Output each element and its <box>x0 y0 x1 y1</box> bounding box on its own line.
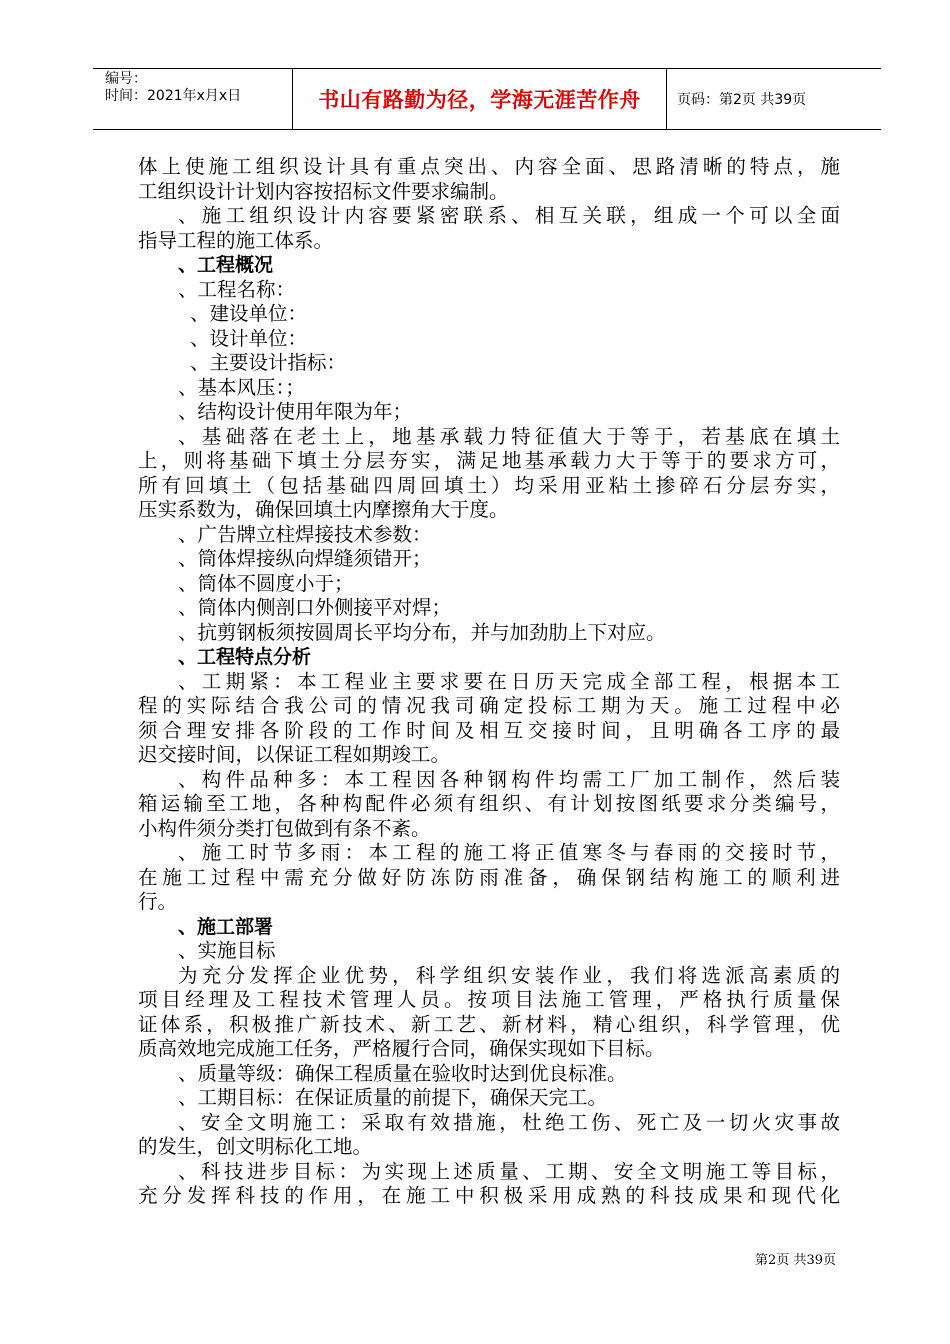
text-line: 行。 <box>138 890 178 913</box>
text-line: 、工期目标：在保证质量的前提下，确保天完工。 <box>178 1086 608 1109</box>
text-line: 、筒体内侧剖口外侧接平对焊； <box>178 596 452 619</box>
text-line: 、工程名称： <box>178 277 296 301</box>
text-line: 箱运输至工地，各种构配件必须有组织、有计划按图纸要求分类编号， <box>138 792 840 815</box>
text-line: 、质量等级：确保工程质量在验收时达到优良标准。 <box>178 1061 627 1085</box>
text-line: 、建设单位： <box>190 302 308 325</box>
page-header <box>93 68 881 130</box>
text-line: 质高效地完成施工任务，严格履行合同，确保实现如下目标。 <box>138 1037 665 1060</box>
text-line: 、设计单位： <box>190 326 308 350</box>
text-line: 、抗剪钢板须按圆周长平均分布，并与加劲肋上下对应。 <box>178 620 666 644</box>
text-line: 、筒体焊接纵向焊缝须错开； <box>178 547 432 570</box>
text-line: 、科技进步目标：为实现上述质量、工期、安全文明施工等目标， <box>178 1159 840 1183</box>
text-line: 为充分发挥企业优势，科学组织安装作业，我们将选派高素质的 <box>178 963 840 987</box>
section-heading: 、工程概况 <box>178 254 274 276</box>
text-line: 、基础落在老土上，地基承载力特征值大于等于，若基底在填土 <box>178 424 840 448</box>
text-line: 、构件品种多：本工程因各种钢构件均需工厂加工制作，然后装 <box>178 767 840 791</box>
time-label: 时间：2021年x月x日 <box>105 88 242 104</box>
header-motto: 书山有路勤为径，学海无涯苦作舟 <box>293 69 667 129</box>
text-line: 指导工程的施工体系。 <box>138 228 334 252</box>
text-line: 迟交接时间，以保证工程如期竣工。 <box>138 743 451 766</box>
code-label: 编号： <box>105 71 147 87</box>
text-line: 压实系数为，确保回填土内摩擦角大于度。 <box>138 498 509 521</box>
text-line: 、主要设计指标： <box>190 351 347 374</box>
section-heading: 、工程特点分析 <box>178 646 312 668</box>
text-line: 程的实际结合我公司的情况我司确定投标工期为天。施工过程中必 <box>138 694 840 717</box>
text-line: 、工期紧：本工程业主要求要在日历天完成全部工程，根据本工 <box>178 669 840 693</box>
text-line: 上，则将基础下填土分层夯实，满足地基承载力大于等于的要求方可， <box>138 449 840 472</box>
text-line: 在施工过程中需充分做好防冻防雨准备，确保钢结构施工的顺利进 <box>138 865 840 889</box>
text-line: 体上使施工组织设计具有重点突出、内容全面、思路清晰的特点，施 <box>138 155 840 178</box>
section-heading: 、施工部署 <box>178 915 274 938</box>
text-line: 须合理安排各阶段的工作时间及相互交接时间，且明确各工序的最 <box>138 718 840 742</box>
text-line: 小构件须分类打包做到有条不紊。 <box>138 816 431 840</box>
text-line: 、安全文明施工：采取有效措施，杜绝工伤、死亡及一切火灾事故 <box>178 1110 840 1134</box>
header-meta <box>93 69 293 129</box>
text-line: 、筒体不圆度小于； <box>178 571 354 595</box>
text-line: 、实施目标 <box>178 939 276 962</box>
text-line: 、广告牌立柱焊接技术参数： <box>178 522 432 546</box>
footer-page-number: 第2页 共39页 <box>755 1253 836 1268</box>
document-body <box>138 155 840 1209</box>
text-line: 、施工组织设计内容要紧密联系、相互关联，组成一个可以全面 <box>178 204 840 227</box>
text-line: 所有回填土（包括基础四周回填土）均采用亚粘土掺碎石分层夯实， <box>138 473 840 497</box>
header-page-number: 页码：第2页 共39页 <box>677 92 807 108</box>
text-line: 工组织设计计划内容按招标文件要求编制。 <box>138 179 509 203</box>
text-line: 充分发挥科技的作用，在施工中积极采用成熟的科技成果和现代化 <box>138 1184 840 1207</box>
text-line: 证体系，积极推广新技术、新工艺、新材料，精心组织，科学管理，优 <box>138 1012 840 1036</box>
text-line: 、基本风压：； <box>178 375 305 399</box>
text-line: 的发生，创文明标化工地。 <box>138 1135 373 1158</box>
text-line: 、结构设计使用年限为年； <box>178 400 413 423</box>
text-line: 、施工时节多雨：本工程的施工将正值寒冬与春雨的交接时节， <box>178 841 840 864</box>
text-line: 项目经理及工程技术管理人员。按项目法施工管理，严格执行质量保 <box>138 988 840 1011</box>
